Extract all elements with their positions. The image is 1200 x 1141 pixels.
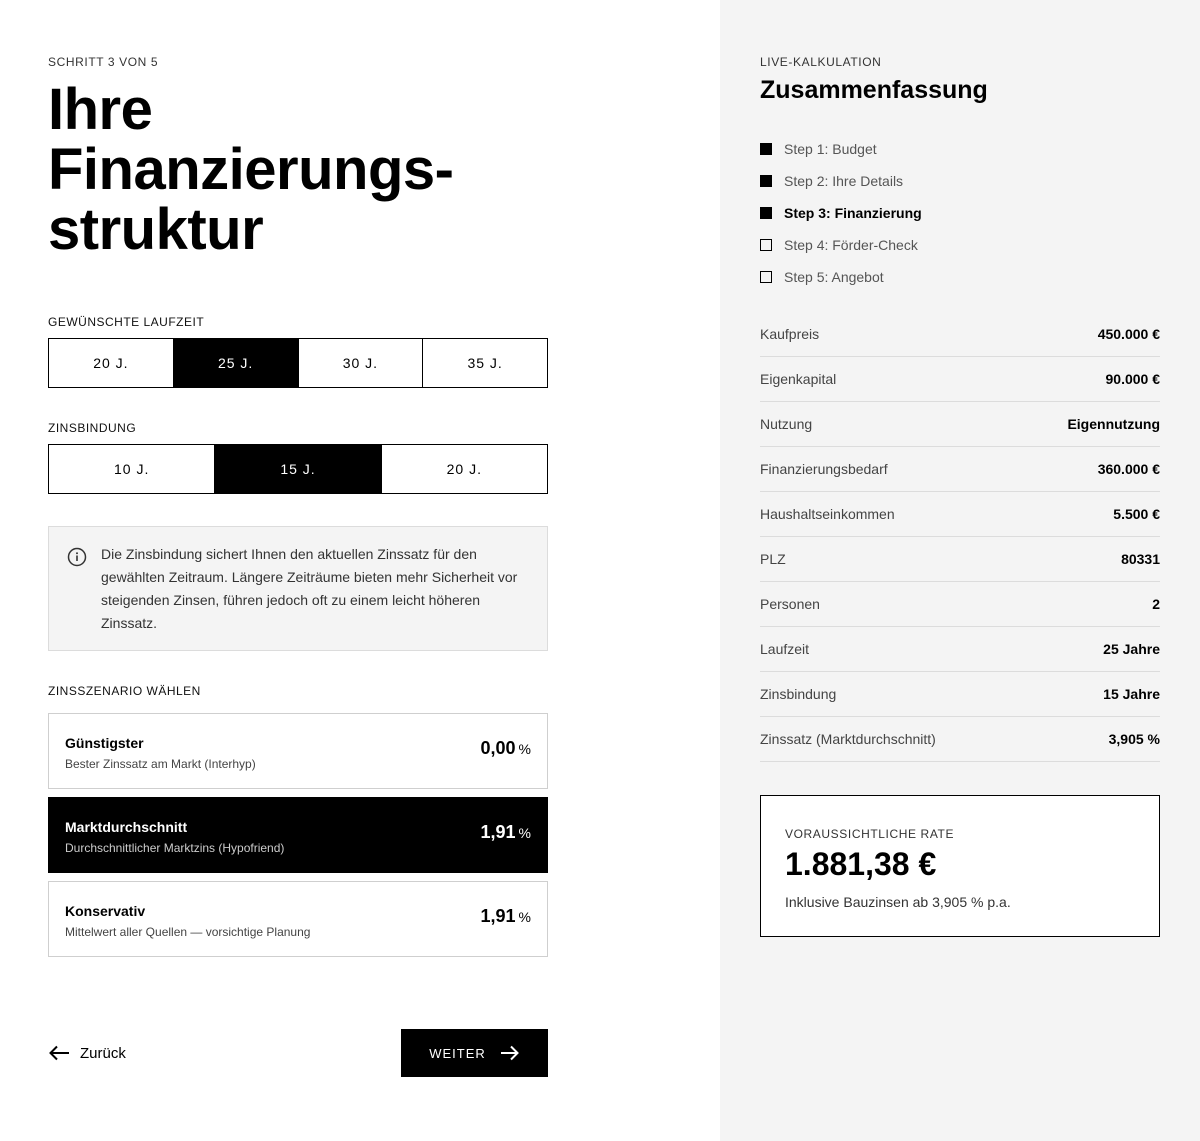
filled-square-icon — [760, 207, 772, 219]
info-icon — [67, 547, 87, 567]
summary-table — [760, 312, 1160, 762]
summary-key: Finanzierungsbedarf — [760, 461, 888, 477]
zinsbindung-option-15[interactable]: 15 J. — [215, 445, 381, 493]
zinsbindung-option-10[interactable]: 10 J. — [49, 445, 215, 493]
step-item — [760, 229, 922, 261]
scenario-rate-unit: % — [518, 741, 531, 757]
filled-square-icon — [760, 143, 772, 155]
scenario-rate-unit: % — [518, 909, 531, 925]
laufzeit-option-20[interactable]: 20 J. — [49, 339, 174, 387]
step-item — [760, 165, 922, 197]
summary-key: Kaufpreis — [760, 326, 820, 342]
summary-value: 5.500 € — [1113, 506, 1160, 522]
summary-row — [760, 492, 1160, 537]
summary-value: 2 — [1152, 596, 1160, 612]
summary-value: 360.000 € — [1097, 461, 1160, 477]
scenario-name: Marktdurchschnitt — [65, 819, 188, 835]
scenario-rate-value: 1,91 — [480, 822, 516, 842]
sidebar-title: Zusammenfassung — [760, 76, 988, 104]
summary-row — [760, 357, 1160, 402]
sidebar-eyebrow: LIVE-KALKULATION — [760, 55, 882, 69]
step-indicator: SCHRITT 3 VON 5 — [48, 55, 159, 69]
summary-key: Haushaltseinkommen — [760, 506, 895, 522]
summary-value: 25 Jahre — [1103, 641, 1160, 657]
arrow-left-icon — [48, 1045, 70, 1061]
scenario-rate — [481, 738, 532, 759]
step-item — [760, 133, 922, 165]
summary-value: 15 Jahre — [1103, 686, 1160, 702]
rate-value: 1.881,38 € — [785, 846, 937, 882]
scenario-desc: Mittelwert aller Quellen — vorsichtige Planung — [65, 925, 311, 939]
scenario-desc: Bester Zinssatz am Markt (Interhyp) — [65, 757, 256, 771]
back-label: Zurück — [80, 1044, 126, 1062]
info-text: Die Zinsbindung sichert Ihnen den aktuellen Zinssatz für den gewählten Zeitraum. Längere Zeiträume bieten mehr Sicherheit vor steigenden Zinsen, führen jedoch oft zu einem leicht höheren Zinssatz. — [101, 546, 518, 631]
arrow-right-icon — [500, 1045, 520, 1061]
step-label: Step 3: Finanzierung — [784, 205, 922, 221]
next-button[interactable] — [401, 1029, 548, 1077]
scenario-name: Konservativ — [65, 903, 146, 919]
step-label: Step 5: Angebot — [784, 269, 884, 285]
summary-row — [760, 672, 1160, 717]
scenario-name: Günstigster — [65, 735, 144, 751]
laufzeit-option-30[interactable]: 30 J. — [299, 339, 424, 387]
laufzeit-option-25[interactable]: 25 J. — [174, 339, 299, 387]
summary-row — [760, 402, 1160, 447]
zinsbindung-selector — [48, 444, 548, 494]
page-title: Ihre Finanzierungs- struktur — [48, 77, 454, 262]
summary-value: Eigennutzung — [1067, 416, 1160, 432]
rate-note: Inklusive Bauzinsen ab 3,905 % p.a. — [785, 894, 1011, 910]
summary-key: Zinssatz (Marktdurchschnitt) — [760, 731, 936, 747]
scenario-label: ZINSSZENARIO WÄHLEN — [48, 684, 201, 698]
step-list — [760, 133, 922, 293]
scenario-rate-unit: % — [518, 825, 531, 841]
step-label: Step 2: Ihre Details — [784, 173, 904, 189]
summary-row — [760, 537, 1160, 582]
scenario-rate — [481, 906, 532, 927]
scenario-option-guenstigster[interactable] — [48, 713, 548, 789]
summary-key: Laufzeit — [760, 641, 810, 657]
summary-value: 3,905 % — [1108, 731, 1160, 747]
scenario-option-marktdurchschnitt[interactable] — [48, 797, 548, 873]
rate-card — [760, 795, 1160, 937]
step-label: Step 4: Förder-Check — [784, 237, 918, 253]
summary-row — [760, 312, 1160, 357]
summary-row — [760, 717, 1160, 762]
summary-value: 450.000 € — [1097, 326, 1160, 342]
laufzeit-label: GEWÜNSCHTE LAUFZEIT — [48, 315, 205, 329]
summary-key: Zinsbindung — [760, 686, 837, 702]
summary-key: Personen — [760, 596, 820, 612]
summary-row — [760, 627, 1160, 672]
laufzeit-option-35[interactable]: 35 J. — [423, 339, 547, 387]
scenario-rate-value: 1,91 — [480, 906, 516, 926]
scenario-option-konservativ[interactable] — [48, 881, 548, 957]
scenario-rate — [481, 822, 532, 843]
back-button[interactable] — [48, 1040, 126, 1066]
step-item-current — [760, 197, 922, 229]
laufzeit-selector — [48, 338, 548, 388]
zinsbindung-label: ZINSBINDUNG — [48, 421, 137, 435]
summary-row — [760, 447, 1160, 492]
step-label: Step 1: Budget — [784, 141, 877, 157]
scenario-rate-value: 0,00 — [480, 738, 516, 758]
summary-key: PLZ — [760, 551, 786, 567]
filled-square-icon — [760, 175, 772, 187]
scenario-desc: Durchschnittlicher Marktzins (Hypofriend) — [65, 841, 285, 855]
summary-sidebar — [720, 0, 1200, 1141]
zinsbindung-option-20[interactable]: 20 J. — [382, 445, 547, 493]
empty-square-icon — [760, 239, 772, 251]
info-box — [48, 526, 548, 651]
summary-key: Eigenkapital — [760, 371, 837, 387]
summary-key: Nutzung — [760, 416, 813, 432]
summary-value: 80331 — [1121, 551, 1160, 567]
summary-value: 90.000 € — [1105, 371, 1160, 387]
rate-label: VORAUSSICHTLICHE RATE — [785, 827, 955, 841]
summary-row — [760, 582, 1160, 627]
empty-square-icon — [760, 271, 772, 283]
next-label: WEITER — [429, 1045, 486, 1061]
step-item — [760, 261, 922, 293]
